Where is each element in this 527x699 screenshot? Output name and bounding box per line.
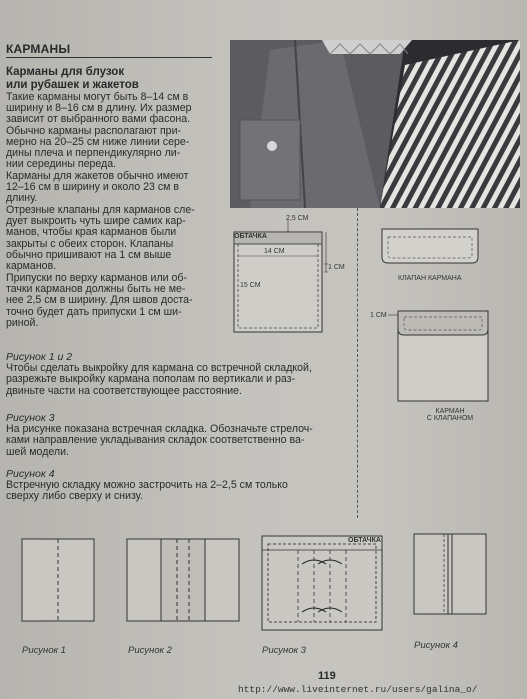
dimension-label: 15 СМ bbox=[240, 282, 261, 289]
text-line: точно будет дать припуски 1 см ши- bbox=[6, 305, 182, 318]
text-line: дует выкроить чуть шире самих кар- bbox=[6, 215, 186, 228]
figure-2-caption: Рисунок 2 bbox=[128, 645, 172, 656]
figure-3-caption: Рисунок 3 bbox=[262, 645, 306, 656]
column-divider bbox=[357, 208, 358, 518]
figure-4 bbox=[410, 530, 492, 620]
text-line: Обычно карманы располагают при- bbox=[6, 124, 182, 137]
paragraph-4 bbox=[6, 273, 216, 329]
subheading bbox=[6, 66, 226, 92]
paragraph-3 bbox=[6, 205, 216, 272]
text-line: обычно пришивают на 1 см выше bbox=[6, 248, 172, 261]
text-line: ками направление укладывания складок соответственно ва- bbox=[6, 434, 305, 447]
text-line: Встречную складку можно застрочить на 2–2,5 см только bbox=[6, 479, 288, 492]
text-line: Карманы для жакетов обычно имеют bbox=[6, 170, 189, 182]
text-line: шей модели. bbox=[6, 445, 69, 458]
text-line: нее 2,5 см в ширину. Для швов доста- bbox=[6, 294, 193, 307]
text-line: риной. bbox=[6, 316, 39, 329]
pocket-pattern-diagram bbox=[228, 212, 348, 337]
figure-1 bbox=[20, 535, 100, 625]
text-line: нии середины переда. bbox=[6, 158, 117, 171]
text-line: зависит от выбранного вами фасона. bbox=[6, 113, 191, 126]
page-number: 119 bbox=[318, 670, 336, 682]
text-line: карманов. bbox=[6, 260, 57, 273]
text-line: мерно на 20–25 см ниже линии сере- bbox=[6, 135, 190, 148]
title-rule bbox=[6, 57, 212, 58]
label-line: КАРМАН bbox=[435, 408, 465, 415]
paragraph-1 bbox=[6, 92, 216, 170]
text-line: двиньте части на соответствующее расстояние. bbox=[6, 384, 242, 397]
figure-1-caption: Рисунок 1 bbox=[22, 645, 66, 656]
section-title: КАРМАНЫ bbox=[6, 42, 71, 56]
text-line: 12–16 см в ширину и около 23 см в bbox=[6, 181, 179, 194]
instruction-title: Рисунок 4 bbox=[6, 468, 55, 480]
facing-label: ОБТАЧКА bbox=[234, 233, 267, 240]
dimension-label: 1 СМ bbox=[328, 264, 345, 271]
subheading-line: Карманы для блузок bbox=[6, 66, 125, 78]
text-line: разрежьте выкройку кармана пополам по вертикали и раз- bbox=[6, 373, 296, 386]
source-url[interactable]: http://www.liveinternet.ru/users/galina_o/ bbox=[238, 684, 478, 695]
dimension-label: 14 СМ bbox=[264, 248, 285, 255]
instruction-title: Рисунок 3 bbox=[6, 412, 55, 424]
text-line: Припуски по верху карманов или об- bbox=[6, 272, 187, 284]
pocket-with-flap-diagram bbox=[368, 305, 493, 430]
flap-label: КЛАПАН КАРМАНА bbox=[398, 275, 462, 282]
dimension-label: 1 СМ bbox=[370, 312, 387, 319]
pocket-with-flap-label bbox=[420, 408, 480, 422]
shirt-pocket-photo bbox=[230, 40, 520, 208]
text-line: Чтобы сделать выкройку для кармана со встречной складкой, bbox=[6, 362, 312, 375]
facing-label: ОБТАЧКА bbox=[348, 537, 381, 544]
figure-3 bbox=[258, 530, 388, 635]
text-line: ширину и 8–16 см в длину. Их размер bbox=[6, 102, 192, 115]
dimension-label: 2,5 СМ bbox=[286, 215, 309, 222]
text-line: сверху либо сверху и снизу. bbox=[6, 490, 143, 503]
figure-2 bbox=[125, 535, 245, 625]
text-line: закрыты с обеих сторон. Клапаны bbox=[6, 237, 174, 250]
text-line: Такие карманы могут быть 8–14 см в bbox=[6, 91, 189, 103]
instruction-fig3 bbox=[6, 413, 346, 458]
pocket-flap-diagram bbox=[378, 225, 488, 295]
text-line: Отрезные клапаны для карманов сле- bbox=[6, 204, 195, 216]
label-line: С КЛАПАНОМ bbox=[426, 415, 474, 422]
text-line: манов, чтобы края карманов были bbox=[6, 226, 177, 239]
paragraph-2 bbox=[6, 171, 216, 205]
subheading-line: или рубашек и жакетов bbox=[6, 79, 139, 91]
text-line: На рисунке показана встречная складка. Обозначьте стрелоч- bbox=[6, 423, 313, 436]
instruction-fig4 bbox=[6, 469, 346, 503]
instruction-title: Рисунок 1 и 2 bbox=[6, 351, 73, 363]
text-line: тачки карманов должны быть не ме- bbox=[6, 283, 186, 296]
text-line: дины плеча и перпендикулярно ли- bbox=[6, 147, 181, 160]
instruction-fig1-2 bbox=[6, 352, 346, 397]
text-line: длину. bbox=[6, 192, 38, 205]
figure-4-caption: Рисунок 4 bbox=[414, 640, 458, 651]
